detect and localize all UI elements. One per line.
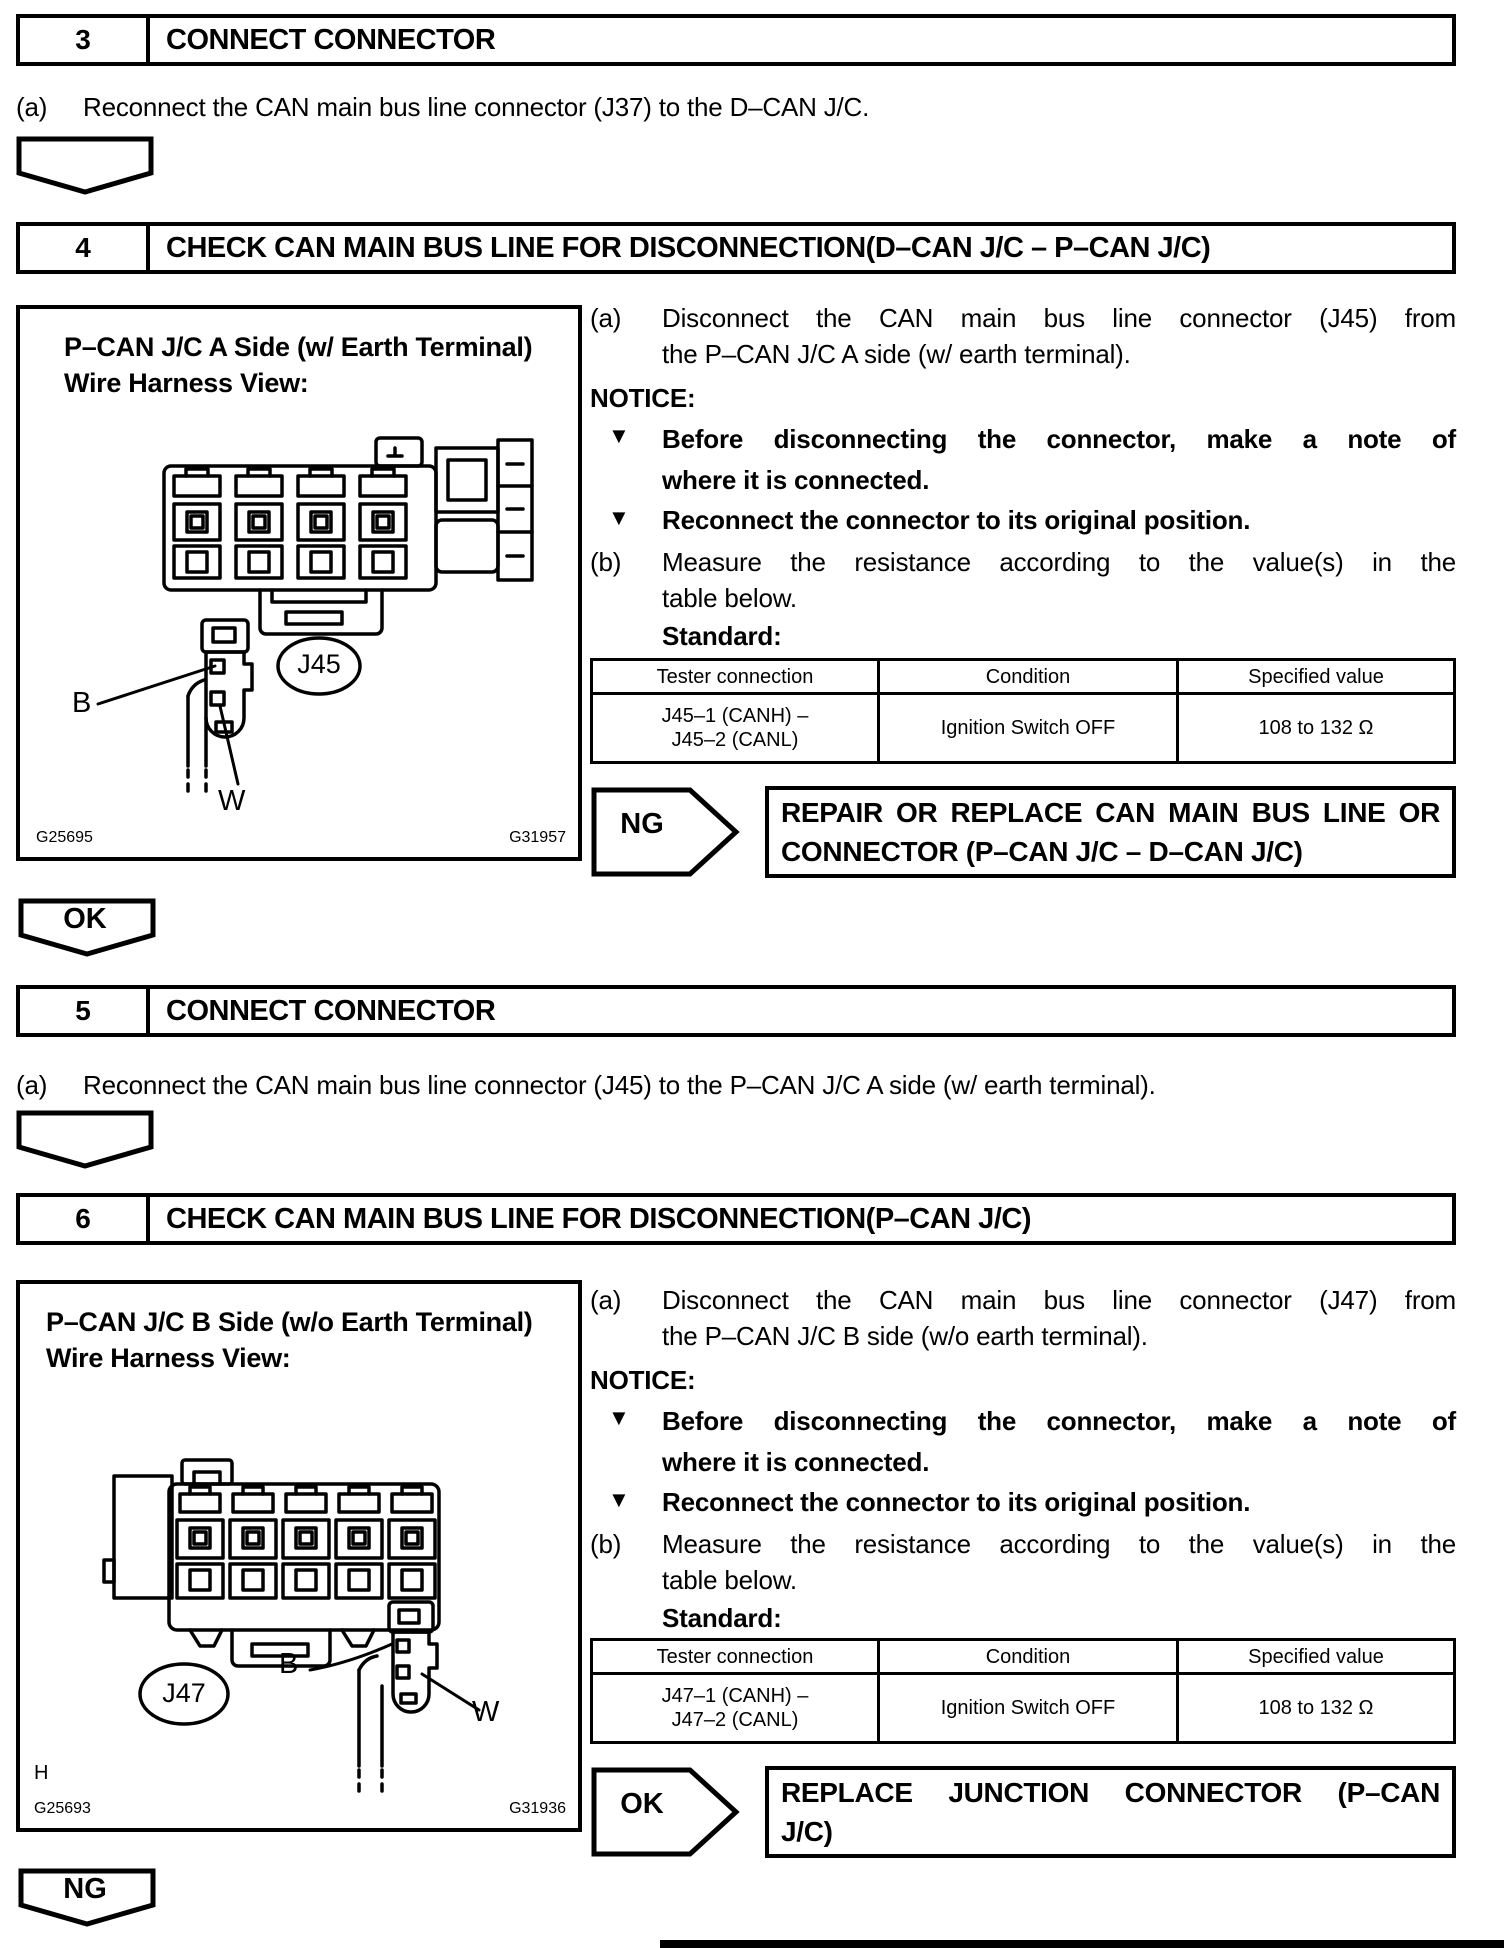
figure-code-left: G25695 bbox=[36, 829, 93, 846]
flow-ok-label: OK bbox=[63, 903, 107, 935]
result-box bbox=[765, 786, 1456, 878]
step6-title: CHECK CAN MAIN BUS LINE FOR DISCONNECTION(P–CAN J/C) bbox=[166, 1202, 1031, 1235]
table-header-cell: Specified value bbox=[1179, 1641, 1453, 1675]
junction-connector-diagram-j45 bbox=[24, 404, 576, 852]
item-text: Reconnect the CAN main bus line connector (J45) to the P–CAN J/C A side (w/ earth terminal). bbox=[83, 1070, 1156, 1100]
step6-instructions bbox=[590, 1282, 1456, 1636]
wire-label-w: W bbox=[218, 785, 246, 817]
item-text-line: Measure the resistance according to the value(s) in the bbox=[662, 547, 1456, 577]
result-line: J/C) bbox=[781, 1816, 833, 1847]
item-text: Reconnect the CAN main bus line connector (J37) to the D–CAN J/C. bbox=[83, 92, 870, 122]
standard-heading: Standard: bbox=[662, 1603, 782, 1633]
connector-id-label: J45 bbox=[297, 649, 341, 679]
junction-connector-diagram-j47 bbox=[24, 1440, 576, 1814]
triangle-bullet-icon: ▼ bbox=[608, 1405, 630, 1430]
table-cell-condition: Ignition Switch OFF bbox=[880, 695, 1179, 761]
bullet-text-line: where it is connected. bbox=[662, 465, 930, 495]
step5-number: 5 bbox=[20, 989, 150, 1033]
table-cell-connection bbox=[593, 695, 880, 761]
step6-item-a bbox=[590, 1282, 1456, 1354]
page-bottom-rule bbox=[660, 1940, 1504, 1948]
step4-title: CHECK CAN MAIN BUS LINE FOR DISCONNECTION(D–CAN J/C – P–CAN J/C) bbox=[166, 231, 1211, 264]
cell-line: J47–2 (CANL) bbox=[671, 1709, 799, 1731]
figure-j47 bbox=[16, 1280, 582, 1832]
bullet-text-line: where it is connected. bbox=[662, 1447, 930, 1477]
figure-code-left: G25693 bbox=[34, 1800, 91, 1817]
step6-item-b bbox=[590, 1526, 1456, 1598]
item-label: (a) bbox=[590, 303, 622, 333]
wire-label-b: B bbox=[72, 687, 92, 719]
table-cell-value: 108 to 132 Ω bbox=[1258, 717, 1374, 739]
step3-number: 3 bbox=[20, 18, 150, 62]
standard-heading: Standard: bbox=[662, 621, 782, 651]
table-cell-condition: Ignition Switch OFF bbox=[880, 1675, 1179, 1741]
bullet-text-line: Reconnect the connector to its original position. bbox=[662, 505, 1251, 535]
table-header-cell: Tester connection bbox=[593, 661, 880, 695]
figure-code-right: G31936 bbox=[509, 1800, 566, 1817]
connector-id-label: J47 bbox=[162, 1678, 206, 1708]
item-text-line: table below. bbox=[662, 583, 797, 613]
bullet-text-line: Reconnect the connector to its original position. bbox=[662, 1487, 1251, 1517]
step6-header bbox=[16, 1193, 1456, 1245]
figure-code-right: G31957 bbox=[509, 829, 566, 846]
figure-title-line2: Wire Harness View: bbox=[46, 1343, 291, 1373]
triangle-bullet-icon: ▼ bbox=[608, 1487, 630, 1512]
flow-arrow-down-icon bbox=[16, 1110, 154, 1170]
wire-label-w: W bbox=[472, 1696, 500, 1728]
table-cell-value: 108 to 132 Ω bbox=[1258, 1697, 1374, 1719]
cell-line: J47–1 (CANH) – bbox=[661, 1685, 809, 1707]
table-header-cell: Condition bbox=[880, 661, 1179, 695]
figure-j45 bbox=[16, 305, 582, 861]
step4-ng-callout bbox=[590, 786, 1440, 878]
cell-line: J45–2 (CANL) bbox=[671, 729, 799, 751]
step5-header bbox=[16, 985, 1456, 1037]
flow-arrow-down-icon bbox=[16, 136, 154, 196]
flow-ng-icon bbox=[18, 1868, 156, 1928]
step3-header bbox=[16, 14, 1456, 66]
item-label: (a) bbox=[16, 92, 48, 122]
step4-spec-table bbox=[590, 658, 1456, 764]
step6-number: 6 bbox=[20, 1197, 150, 1241]
result-line: CONNECTOR (P–CAN J/C – D–CAN J/C) bbox=[781, 836, 1303, 867]
step5-item-a bbox=[16, 1068, 1456, 1102]
table-cell-connection bbox=[593, 1675, 880, 1741]
step3-title: CONNECT CONNECTOR bbox=[166, 23, 496, 56]
cell-line: J45–1 (CANH) – bbox=[661, 705, 809, 727]
step3-item-a bbox=[16, 90, 1456, 124]
notice-heading: NOTICE: bbox=[590, 1365, 696, 1395]
item-label: (b) bbox=[590, 547, 622, 577]
table-header-cell: Condition bbox=[880, 1641, 1179, 1675]
notice-bullet bbox=[590, 418, 1456, 500]
figure-corner-label: H bbox=[34, 1762, 49, 1784]
item-label: (b) bbox=[590, 1529, 622, 1559]
item-text-line: Disconnect the CAN main bus line connector (J47) from bbox=[662, 1285, 1456, 1315]
step6-ok-callout bbox=[590, 1766, 1440, 1858]
table-header-cell: Tester connection bbox=[593, 1641, 880, 1675]
item-text-line: the P–CAN J/C A side (w/ earth terminal). bbox=[662, 339, 1131, 369]
step4-instructions bbox=[590, 300, 1456, 654]
step4-header bbox=[16, 222, 1456, 274]
figure-title-line1: P–CAN J/C B Side (w/o Earth Terminal) bbox=[46, 1307, 533, 1337]
item-label: (a) bbox=[16, 1070, 48, 1100]
result-line: REPLACE JUNCTION CONNECTOR (P–CAN bbox=[781, 1777, 1440, 1808]
result-box bbox=[765, 1766, 1456, 1858]
verdict-label: NG bbox=[620, 808, 664, 840]
step5-title: CONNECT CONNECTOR bbox=[166, 994, 496, 1027]
notice-bullet bbox=[590, 1482, 1456, 1522]
item-text-line: Disconnect the CAN main bus line connector (J45) from bbox=[662, 303, 1456, 333]
item-label: (a) bbox=[590, 1285, 622, 1315]
bullet-text-line: Before disconnecting the connector, make a note of bbox=[662, 424, 1456, 454]
step6-spec-table bbox=[590, 1638, 1456, 1744]
result-line: REPAIR OR REPLACE CAN MAIN BUS LINE OR bbox=[781, 797, 1440, 828]
item-text-line: table below. bbox=[662, 1565, 797, 1595]
flow-ng-label: NG bbox=[63, 1873, 107, 1905]
notice-bullet bbox=[590, 1400, 1456, 1482]
bullet-text-line: Before disconnecting the connector, make a note of bbox=[662, 1406, 1456, 1436]
step4-item-b bbox=[590, 544, 1456, 616]
table-header-cell: Specified value bbox=[1179, 661, 1453, 695]
notice-bullet bbox=[590, 500, 1456, 540]
notice-heading: NOTICE: bbox=[590, 383, 696, 413]
triangle-bullet-icon: ▼ bbox=[608, 423, 630, 448]
flow-ok-icon bbox=[18, 898, 156, 958]
item-text-line: the P–CAN J/C B side (w/o earth terminal). bbox=[662, 1321, 1148, 1351]
triangle-bullet-icon: ▼ bbox=[608, 505, 630, 530]
wire-label-b: B bbox=[279, 1648, 299, 1680]
step4-item-a bbox=[590, 300, 1456, 372]
verdict-label: OK bbox=[620, 1788, 664, 1820]
step4-number: 4 bbox=[20, 226, 150, 270]
figure-title-line1: P–CAN J/C A Side (w/ Earth Terminal) bbox=[64, 332, 533, 362]
figure-title-line2: Wire Harness View: bbox=[64, 368, 309, 398]
item-text-line: Measure the resistance according to the value(s) in the bbox=[662, 1529, 1456, 1559]
